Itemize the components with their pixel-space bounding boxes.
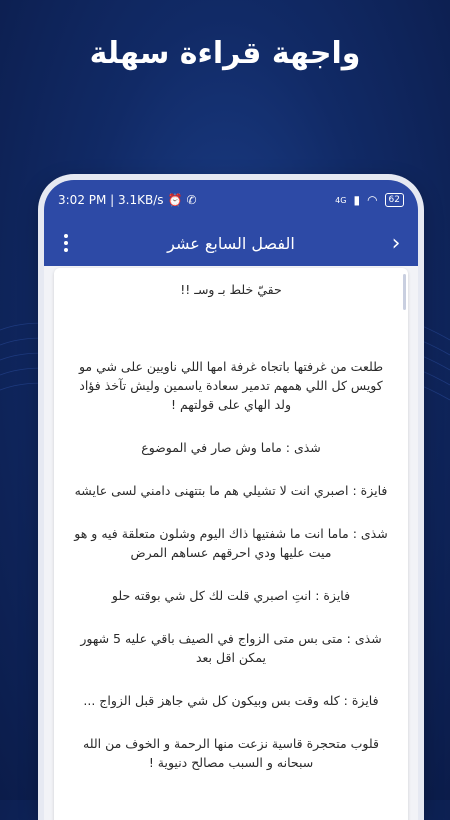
paragraph: شذى : ماما انت ما شفتيها ذاك اليوم وشلون متعلقة فيه و هو ميت عليها ودي احرقهم عساهم المرض (74, 526, 388, 560)
chapter-heading: حقيّ خلط بـ ﻭسـ !! (180, 282, 282, 297)
status-right (335, 193, 404, 207)
whatsapp-icon: ✆ (186, 193, 197, 207)
app-bar (44, 220, 418, 266)
paragraph: فايزة : كله وقت بس وبيكون كل شي جاهز قبل الزواج ... (83, 693, 379, 708)
status-left (58, 193, 197, 207)
paragraph: طلعت من غرفتها باتجاه غرفة امها اللي ناويين على شي مو كويس كل اللي همهم تدمير سعادة ياسمين وليش تآخذ فؤاد ولد الهاي على قولتهم ! (78, 359, 384, 412)
phone-frame (44, 180, 418, 820)
scrollbar-thumb[interactable] (403, 274, 406, 310)
alarm-icon: ⏰ (167, 193, 183, 207)
status-time-speed: 3:02 PM | 3.1KB/s (58, 193, 164, 207)
status-bar (44, 180, 418, 220)
wifi-icon: ◠ (367, 193, 378, 207)
chapter-title: الفصل السابع عشر (167, 233, 295, 253)
page-headline: واجهة قراءة سهلة (89, 36, 361, 71)
paragraph: شذى : ماما وش صار في الموضوع (141, 440, 321, 455)
lte-label: 4G (335, 195, 347, 205)
chevron-right-icon[interactable]: › (391, 230, 401, 256)
paragraph: فايزة : اصبري انت لا تشيلي هم ما بتتهنى دامني لسى عايشه (74, 483, 388, 498)
paragraph: قلوب متحجرة قاسية نزعت منها الرحمة و الخوف من الله سبحانه و السبب مصالح دنيوية ! (83, 736, 379, 770)
paragraph: شذى : متى بس متى الزواج في الصيف باقي عليه 5 شهور يمكن اقل بعد (80, 631, 382, 665)
paragraph: فايزة : انتِ اصبري قلت لك كل شي بوقته حلو (111, 588, 351, 603)
reader-content[interactable] (54, 268, 408, 820)
battery-icon: 62 (385, 193, 404, 207)
signal-icon: ▮ (353, 193, 361, 207)
more-options-icon[interactable] (56, 234, 76, 252)
